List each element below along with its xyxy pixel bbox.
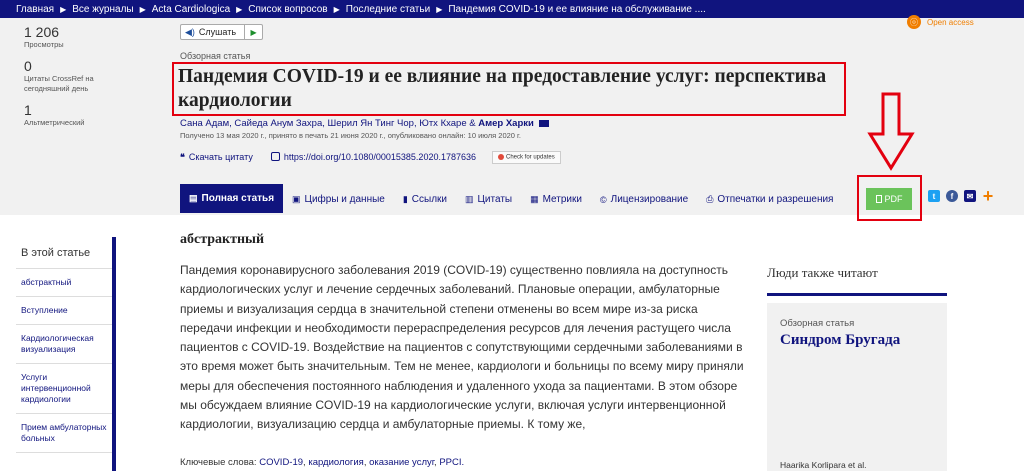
keyword-link[interactable]: кардиология	[308, 457, 364, 468]
breadcrumb-issues[interactable]: Список вопросов	[248, 3, 328, 15]
pdf-icon	[876, 195, 882, 203]
citation-links	[180, 151, 561, 164]
keywords: Ключевые слова: COVID-19, кардиология, оказание услуг, PPCI.	[180, 457, 465, 468]
tab-full-article[interactable]	[180, 184, 283, 213]
toc-item-abstract[interactable]: абстрактный	[16, 269, 112, 297]
tab-label: Полная статья	[201, 193, 275, 204]
download-citation-link[interactable]: Скачать цитату	[188, 152, 253, 163]
down-arrow-annotation	[866, 92, 916, 172]
print-icon: ⎙	[706, 194, 714, 204]
crossmark-icon	[498, 154, 504, 160]
corresponding-author[interactable]: Амер Харки	[478, 118, 534, 129]
toc-sidebar	[16, 237, 116, 471]
breadcrumb-journal[interactable]: Acta Cardiologica	[151, 3, 231, 15]
breadcrumb-journals[interactable]: Все журналы	[72, 3, 134, 15]
tab-label: Цитаты	[477, 194, 513, 205]
tab-citations[interactable]	[456, 184, 521, 215]
keywords-label: Ключевые слова:	[180, 457, 257, 468]
tab-reprints[interactable]	[697, 184, 842, 215]
copyright-icon: ©	[599, 194, 607, 205]
book-icon: ▮	[402, 194, 408, 204]
image-icon: ▣	[292, 194, 301, 204]
tab-references[interactable]	[394, 184, 456, 215]
views-label: Просмотры	[24, 40, 64, 49]
metrics-panel	[24, 24, 114, 136]
pdf-label: PDF	[884, 194, 903, 204]
toc-item-outpatient[interactable]: Прием амбулаторных больных	[16, 414, 112, 453]
open-access-label: Open access	[927, 17, 974, 27]
altmetric-count: 1	[24, 102, 32, 118]
related-article-type: Обзорная статья	[780, 318, 855, 329]
open-access-icon: ⓞ	[907, 15, 921, 29]
listen-button[interactable]	[180, 24, 263, 40]
crossref-count: 0	[24, 58, 32, 74]
quote-icon: ▥	[465, 194, 474, 204]
check-for-updates-label: Check for updates	[506, 154, 555, 161]
tab-figures[interactable]	[283, 184, 394, 215]
pdf-button[interactable]	[866, 188, 912, 210]
related-article-card[interactable]	[767, 303, 947, 471]
keyword-link[interactable]: COVID-19	[259, 457, 304, 468]
toc-heading: В этой статье	[16, 237, 112, 269]
crossref-label: Цитаты CrossRef на сегодняшний день	[24, 74, 94, 93]
related-heading: Люди также читают	[767, 265, 878, 280]
toc-item-introduction[interactable]: Вступление	[16, 297, 112, 325]
breadcrumb-latest[interactable]: Последние статьи	[345, 3, 431, 15]
open-access-badge	[907, 15, 974, 29]
document-icon: ▤	[189, 193, 198, 203]
publication-dates: Получено 13 мая 2020 г., принято в печать 21 июня 2020 г., опубликовано онлайн: 10 июля 2020 г.	[180, 131, 521, 140]
breadcrumb-home[interactable]: Главная	[16, 3, 55, 15]
quote-icon: ❝	[180, 151, 185, 162]
tab-metrics[interactable]	[521, 184, 591, 215]
breadcrumb-current: Пандемия COVID-19 и ее влияние на обслуживание ....	[448, 3, 706, 15]
breadcrumb: Главная ▶ Все журналы ▶ Acta Cardiologica ▶ Список вопросов ▶ Последние статьи ▶ Пандемия COVID-19 и ее влияние на обслуживание ....	[0, 0, 1024, 18]
doi-text[interactable]: https://doi.org/10.1080/00015385.2020.1787636	[283, 152, 476, 163]
article-title: Пандемия COVID-19 и ее влияние на предоставление услуг: перспектива кардиологии	[178, 66, 827, 111]
facebook-icon[interactable]: f	[946, 190, 958, 202]
tab-label: Отпечатки и разрешения	[717, 194, 834, 205]
tab-licensing[interactable]	[591, 184, 697, 215]
abstract-heading: абстрактный	[180, 232, 265, 247]
plus-icon[interactable]: +	[982, 185, 994, 206]
abstract-text: Пандемия коронавирусного заболевания 2019 (COVID-19) существенно повлияла на доступность кардиологических услуг и лечение сердечных заболеваний. Плановые операции, амбулаторные приемы и визуализация сердца в значительной степени отменены во всем мире из-за риска передачи инфекции и необходимости перераспределения ресурсов для лечения растущего числа пациентов с COVID-19. Воздействие на пациентов с сопутствующими сердечными заболеваниями в это время может быть значительным. Тем не менее, кардиологи и больницы по всему миру приняли меры для обеспечения постоянного наблюдения и удаленного ухода за пациентами. В этом обзоре мы обсуждаем влияние COVID-19 на кардиологические услуги, включая услуги интервенционной кардиологии, визуализацию сердца и амбулаторные приемы. К тому же,	[180, 263, 744, 432]
keyword-link[interactable]: оказание услуг	[369, 457, 435, 468]
altmetric-label: Альтметрический	[24, 118, 85, 127]
email-icon[interactable]	[539, 120, 549, 127]
views-count: 1 206	[24, 24, 60, 40]
check-for-updates-badge[interactable]	[492, 151, 561, 164]
twitter-icon[interactable]: t	[928, 190, 940, 202]
tab-label: Цифры и данные	[304, 194, 385, 205]
toc-item-imaging[interactable]: Кардиологическая визуализация	[16, 325, 112, 364]
article-type: Обзорная статья	[180, 51, 251, 61]
tab-label: Лицензирование	[610, 194, 689, 205]
related-divider	[767, 293, 947, 296]
authors-text[interactable]: Сана Адам, Сайеда Анум Захра, Шерил Ян Тинг Чор, Ютх Кхаре &	[180, 118, 479, 129]
share-buttons	[928, 185, 1000, 206]
article-tabs	[180, 184, 842, 215]
tab-label: Метрики	[542, 194, 582, 205]
author-list[interactable]	[180, 118, 549, 129]
email-share-icon[interactable]: ✉	[964, 190, 976, 202]
related-article-title[interactable]: Синдром Бругада	[780, 332, 901, 348]
doi-link[interactable]	[271, 152, 476, 162]
related-article-authors: Haarika Korlipara et al.	[780, 460, 867, 470]
external-link-icon	[271, 152, 280, 161]
play-icon[interactable]: ▶	[244, 25, 262, 39]
listen-label: Слушать	[198, 27, 237, 37]
keyword-link[interactable]: PPCI.	[439, 457, 465, 468]
speaker-icon: ◀)	[185, 26, 195, 37]
bar-chart-icon: ▦	[530, 194, 539, 204]
toc-item-interventional[interactable]: Услуги интервенционной кардиологии	[16, 364, 112, 414]
tab-label: Ссылки	[411, 194, 448, 205]
